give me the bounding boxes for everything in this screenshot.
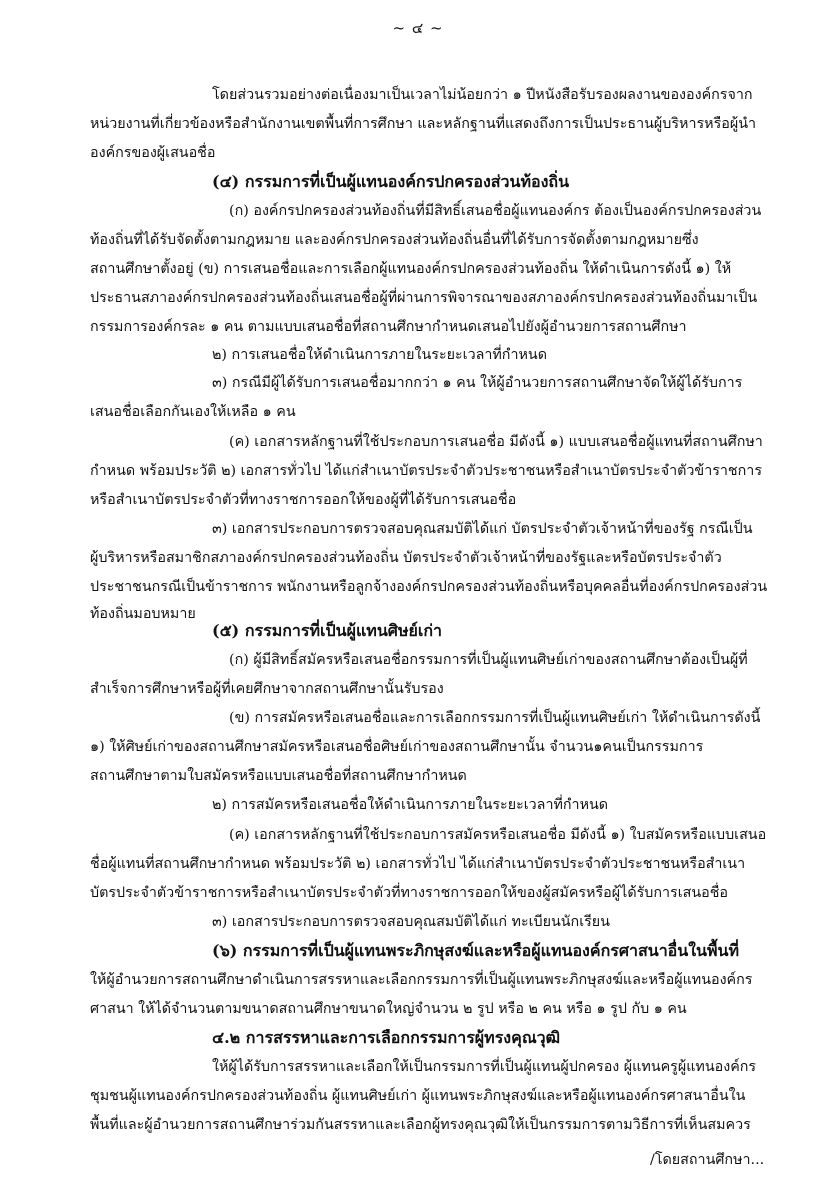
paragraph-line: สถานศึกษาตามใบสมัครหรือแบบเสนอชื่อที่สถานศึกษากำหนด: [90, 768, 467, 784]
paragraph-line: ประธานสภาองค์กรปกครองส่วนท้องถิ่นเสนอชื่อผู้ที่ผ่านการพิจารณาของสภาองค์กรปกครองส่วนท้องถิ่นมาเป็น: [90, 290, 758, 306]
paragraph-line: กรรมการองค์กรละ ๑ คน ตามแบบเสนอชื่อที่สถานศึกษากำหนดเสนอไปยังผู้อำนวยการสถานศึกษา: [90, 319, 687, 335]
paragraph-line: (ก) องค์กรปกครองส่วนท้องถิ่นที่มีสิทธิ์เสนอชื่อผู้แทนองค์กร ต้องเป็นองค์กรปกครองส่วน: [229, 203, 762, 219]
section-heading: (๕) กรรมการที่เป็นผู้แทนศิษย์เก่า: [212, 621, 443, 640]
paragraph-line: เสนอชื่อเลือกกันเองให้เหลือ ๑ คน: [90, 404, 296, 420]
paragraph-line: ให้ผู้อำนวยการสถานศึกษาดำเนินการสรรหาและเลือกกรรมการที่เป็นผู้แทนพระภิกษุสงฆ์และหรือผู้แทนองค์กร: [90, 972, 753, 988]
paragraph-line: สถานศึกษาตั้งอยู่ (ข) การเสนอชื่อและการเลือกผู้แทนองค์กรปกครองส่วนท้องถิ่น ให้ดำเนินการดังนี้ ๑) ให้: [90, 261, 732, 277]
paragraph-line: โดยส่วนรวมอย่างต่อเนื่องมาเป็นเวลาไม่น้อยกว่า ๑ ปีหนังสือรับรองผลงานขององค์กรจาก: [212, 87, 753, 103]
section-heading: (๔) กรรมการที่เป็นผู้แทนองค์กรปกครองส่วนท้องถิ่น: [212, 172, 570, 191]
paragraph-line: ๓) เอกสารประกอบการตรวจสอบคุณสมบัติได้แก่ ทะเบียนนักเรียน: [212, 914, 610, 930]
paragraph-line: ชื่อผู้แทนที่สถานศึกษากำหนด พร้อมประวัติ ๒) เอกสารทั่วไป ได้แก่สำเนาบัตรประจำตัวประชาชนหรือสำเนา: [90, 856, 746, 872]
paragraph-line: ให้ผู้ได้รับการสรรหาและเลือกให้เป็นกรรมการที่เป็นผู้แทนผู้ปกครอง ผู้แทนครูผู้แทนองค์กร: [212, 1059, 757, 1075]
paragraph-line: บัตรประจำตัวข้าราชการหรือสำเนาบัตรประจำตัวที่ทางราชการออกให้ของผู้สมัครหรือผู้ได้รับการเสนอชื่อ: [90, 885, 728, 901]
paragraph-line: พื้นที่และผู้อำนวยการสถานศึกษาร่วมกันสรรหาและเลือกผู้ทรงคุณวุฒิให้เป็นกรรมการตามวิธีการที่เห็นสมควร: [90, 1117, 751, 1133]
paragraph-line: (ค) เอกสารหลักฐานที่ใช้ประกอบการเสนอชื่อ มีดังนี้ ๑) แบบเสนอชื่อผู้แทนที่สถานศึกษา: [229, 434, 763, 450]
paragraph-line: ชุมชนผู้แทนองค์กรปกครองส่วนท้องถิ่น ผู้แทนศิษย์เก่า ผู้แทนพระภิกษุสงฆ์และหรือผู้แทนองค์กรศาสนาอื่นใน: [90, 1088, 746, 1104]
paragraph-line: ประชาชนกรณีเป็นข้าราชการ พนักงานหรือลูกจ้างองค์กรปกครองส่วนท้องถิ่นหรือบุคคลอื่นที่องค์กรปกครองส่วน: [90, 579, 768, 595]
paragraph-line: ๑) ให้ศิษย์เก่าของสถานศึกษาสมัครหรือเสนอชื่อศิษย์เก่าของสถานศึกษานั้น จำนวน๑คนเป็นกรรมการ: [90, 739, 704, 755]
paragraph-line: องค์กรของผู้เสนอชื่อ: [90, 145, 216, 161]
page-number: ~ ๔ ~: [392, 19, 444, 37]
paragraph-line: (ข) การสมัครหรือเสนอชื่อและการเลือกกรรมการที่เป็นผู้แทนศิษย์เก่า ให้ดำเนินการดังนี้: [229, 710, 761, 726]
paragraph-line: ๓) กรณีมีผู้ได้รับการเสนอชื่อมากกว่า ๑ คน ให้ผู้อำนวยการสถานศึกษาจัดให้ผู้ได้รับการ: [212, 375, 743, 391]
paragraph-line: ๓) เอกสารประกอบการตรวจสอบคุณสมบัติได้แก่ บัตรประจำตัวเจ้าหน้าที่ของรัฐ กรณีเป็น: [212, 521, 753, 537]
section-heading: (๖) กรรมการที่เป็นผู้แทนพระภิกษุสงฆ์และหรือผู้แทนองค์กรศาสนาอื่นในพื้นที่: [212, 941, 739, 960]
paragraph-line: ท้องถิ่นมอบหมาย: [90, 606, 196, 622]
paragraph-line: ๒) การเสนอชื่อให้ดำเนินการภายในระยะเวลาที่กำหนด: [212, 347, 547, 363]
paragraph-line: สำเร็จการศึกษาหรือผู้ที่เคยศึกษาจากสถานศึกษานั้นรับรอง: [90, 681, 444, 697]
paragraph-line: ๒) การสมัครหรือเสนอชื่อให้ดำเนินการภายในระยะเวลาที่กำหนด: [212, 797, 609, 813]
paragraph-line: ท้องถิ่นที่ได้รับจัดตั้งตามกฎหมาย และองค์กรปกครองส่วนท้องถิ่นอื่นที่ได้รับการจัดตั้งตามกฎหมายซึ่ง: [90, 232, 699, 248]
section-heading: ๔.๒ การสรรหาและการเลือกกรรมการผู้ทรงคุณวุฒิ: [212, 1028, 561, 1047]
continuation-note: /โดยสถานศึกษา...: [650, 1152, 765, 1168]
paragraph-line: กำหนด พร้อมประวัติ ๒) เอกสารทั่วไป ได้แก่สำเนาบัตรประจำตัวประชาชนหรือสำเนาบัตรประจำตัวข้าราชการ: [90, 463, 763, 479]
paragraph-line: หรือสำเนาบัตรประจำตัวที่ทางราชการออกให้ของผู้ที่ได้รับการเสนอชื่อ: [90, 492, 517, 508]
paragraph-line: (ค) เอกสารหลักฐานที่ใช้ประกอบการสมัครหรือเสนอชื่อ มีดังนี้ ๑) ใบสมัครหรือแบบเสนอ: [229, 827, 767, 843]
paragraph-line: ผู้บริหารหรือสมาชิกสภาองค์กรปกครองส่วนท้องถิ่น บัตรประจำตัวเจ้าหน้าที่ของรัฐและหรือบัตรประจำตัว: [90, 550, 722, 566]
paragraph-line: ศาสนา ให้ได้จำนวนตามขนาดสถานศึกษาขนาดใหญ่จำนวน ๒ รูป หรือ ๒ คน หรือ ๑ รูป กับ ๑ คน: [90, 1001, 687, 1017]
paragraph-line: (ก) ผู้มีสิทธิ์สมัครหรือเสนอชื่อกรรมการที่เป็นผู้แทนศิษย์เก่าของสถานศึกษาต้องเป็นผู้ที่: [229, 652, 748, 668]
paragraph-line: หน่วยงานที่เกี่ยวข้องหรือสำนักงานเขตพื้นที่การศึกษา และหลักฐานที่แสดงถึงการเป็นประธานผู้บริหารหรือผู้นำ: [90, 116, 757, 132]
